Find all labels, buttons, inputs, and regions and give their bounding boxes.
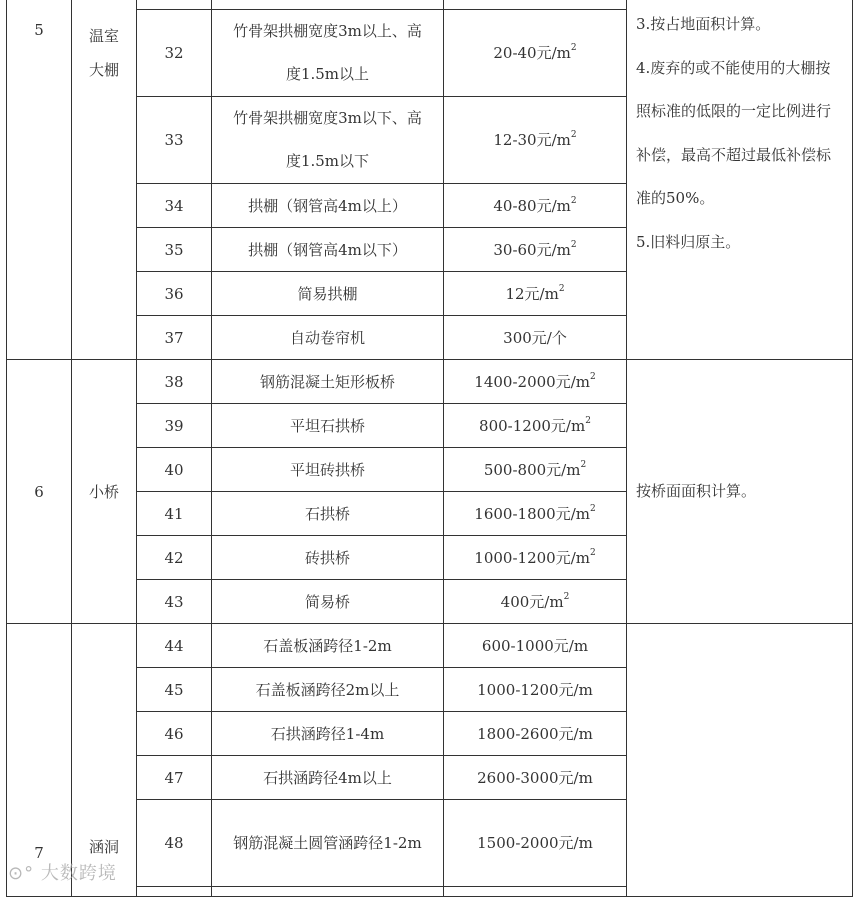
note-line: 按桥面面积计算。	[636, 481, 757, 500]
row-item: 石拱桥	[212, 492, 444, 536]
row-price: 12-30元$/m^2$	[444, 97, 627, 184]
row-id: 37	[137, 316, 212, 360]
row-price: 2600-3000元/m	[444, 756, 627, 800]
table-row	[7, 360, 853, 404]
group-number: 6	[7, 360, 72, 624]
watermark-text: 大数跨境	[40, 863, 117, 884]
group-note	[627, 624, 853, 897]
row-id: 43	[137, 580, 212, 624]
group-number: 5	[7, 0, 72, 360]
row-item: 石拱涵跨径1-4m	[212, 712, 444, 756]
row-price: 12元$/m^2$	[444, 272, 627, 316]
row-price: 1800-2600元/m	[444, 712, 627, 756]
row-id: 32	[137, 10, 212, 97]
row-item: 拱棚（钢管高4m以下）	[212, 228, 444, 272]
row-price: 1000-1200元$/m^2$	[444, 536, 627, 580]
compensation-table	[6, 0, 853, 897]
row-item	[212, 0, 444, 10]
note-line: 3.按占地面积计算。	[636, 15, 771, 33]
row-price: 600-1000元/m	[444, 624, 627, 668]
row-price: 1500-2000元/m	[444, 800, 627, 887]
row-item: 砖拱桥	[212, 536, 444, 580]
row-item: 平坦砖拱桥	[212, 448, 444, 492]
row-id: 46	[137, 712, 212, 756]
row-item: 竹骨架拱棚宽度3m以下、高度1.5m以下	[212, 97, 444, 184]
row-item: 石拱涵跨径4m以上	[212, 756, 444, 800]
row-id: 48	[137, 800, 212, 887]
row-id: 34	[137, 184, 212, 228]
row-item: 简易拱棚	[212, 272, 444, 316]
row-id: 41	[137, 492, 212, 536]
row-price: 400元$/m^2$	[444, 580, 627, 624]
row-id: 44	[137, 624, 212, 668]
row-price: 800-1200元$/m^2$	[444, 404, 627, 448]
row-item: 石盖板涵跨径1-2m	[212, 624, 444, 668]
row-price: 300元/个	[444, 316, 627, 360]
row-price: 1000-1200元/m	[444, 668, 627, 712]
group-number: 7	[7, 624, 72, 897]
table-row	[7, 0, 853, 10]
row-id	[137, 0, 212, 10]
row-price	[444, 887, 627, 897]
row-id: 33	[137, 97, 212, 184]
row-id: 35	[137, 228, 212, 272]
row-id: 42	[137, 536, 212, 580]
row-id	[137, 887, 212, 897]
row-price: 1400-2000元$/m^2$	[444, 360, 627, 404]
row-item: 平坦石拱桥	[212, 404, 444, 448]
row-item	[212, 887, 444, 897]
row-price: 40-80元$/m^2$	[444, 184, 627, 228]
group-name: 温室 大棚	[72, 0, 137, 360]
row-price	[444, 0, 627, 10]
table-row	[7, 624, 853, 668]
group-name: 小桥	[72, 360, 137, 624]
group-note	[627, 0, 853, 360]
row-price: 30-60元$/m^2$	[444, 228, 627, 272]
watermark	[8, 859, 117, 885]
row-price: 1600-1800元$/m^2$	[444, 492, 627, 536]
group-name: 涵洞	[72, 624, 137, 897]
row-id: 40	[137, 448, 212, 492]
row-price: 500-800元$/m^2$	[444, 448, 627, 492]
row-item: 竹骨架拱棚宽度3m以上、高度1.5m以上	[212, 10, 444, 97]
row-item: 自动卷帘机	[212, 316, 444, 360]
row-item: 钢筋混凝土矩形板桥	[212, 360, 444, 404]
row-item: 拱棚（钢管高4m以上）	[212, 184, 444, 228]
note-line: 4.废弃的或不能使用的大棚按照标准的低限的一定比例进行补偿，最高不超过最低补偿标准的50%。	[636, 58, 832, 207]
row-id: 45	[137, 668, 212, 712]
row-id: 47	[137, 756, 212, 800]
row-id: 36	[137, 272, 212, 316]
row-item: 钢筋混凝土圆管涵跨径1-2m	[212, 800, 444, 887]
row-price: 20-40元$/m^2$	[444, 10, 627, 97]
group-note	[627, 360, 853, 624]
row-id: 38	[137, 360, 212, 404]
watermark-logo-icon: ⊙°	[8, 863, 35, 884]
row-item: 石盖板涵跨径2m以上	[212, 668, 444, 712]
row-item: 简易桥	[212, 580, 444, 624]
row-id: 39	[137, 404, 212, 448]
note-line: 5.旧料归原主。	[636, 232, 741, 251]
